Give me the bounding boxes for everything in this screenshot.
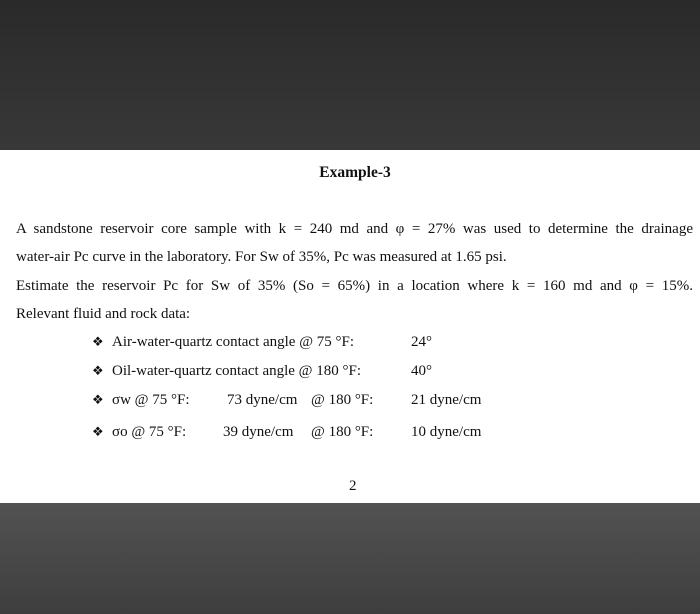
list-item: [92, 423, 186, 441]
tension-label: σw @ 75 °F:: [112, 392, 190, 408]
paragraph-line-4: Relevant fluid and rock data:: [16, 306, 191, 322]
bottom-dark-band: [0, 503, 700, 614]
contact-angle-label: Air-water-quartz contact angle @ 75 °F:: [112, 334, 355, 350]
paragraph-line-1: A sandstone reservoir core sample with k = 240 md and φ = 27% was used to determine the drainage: [16, 221, 693, 237]
contact-angle-value: 40°: [411, 363, 432, 379]
paragraph-line-2: water-air Pc curve in the laboratory. For Sw of 35%, Pc was measured at 1.65 psi.: [16, 249, 507, 265]
paragraph-line-3: Estimate the reservoir Pc for Sw of 35% (So = 65%) in a location where k = 160 md and φ = 15%.: [16, 278, 693, 294]
tension-value-75f: 39 dyne/cm: [223, 424, 294, 440]
tension-value-75f: 73 dyne/cm: [227, 392, 298, 408]
diamond-bullet-icon: ❖: [92, 392, 104, 407]
diamond-bullet-icon: ❖: [92, 424, 104, 439]
diamond-bullet-icon: ❖: [92, 363, 104, 378]
document-page: [0, 150, 700, 503]
list-item: [92, 391, 190, 409]
tension-value-180f: 21 dyne/cm: [411, 392, 482, 408]
contact-angle-value: 24°: [411, 334, 432, 350]
tension-label-180f: @ 180 °F:: [311, 392, 374, 408]
tension-label-180f: @ 180 °F:: [311, 424, 374, 440]
top-dark-band: [0, 0, 700, 150]
page-number: 2: [349, 478, 357, 494]
diamond-bullet-icon: ❖: [92, 334, 104, 349]
contact-angle-label: Oil-water-quartz contact angle @ 180 °F:: [112, 363, 362, 379]
tension-value-180f: 10 dyne/cm: [411, 424, 482, 440]
tension-label: σo @ 75 °F:: [112, 424, 187, 440]
list-item: [92, 333, 354, 351]
list-item: [92, 362, 361, 380]
document-title: Example-3: [319, 164, 391, 181]
